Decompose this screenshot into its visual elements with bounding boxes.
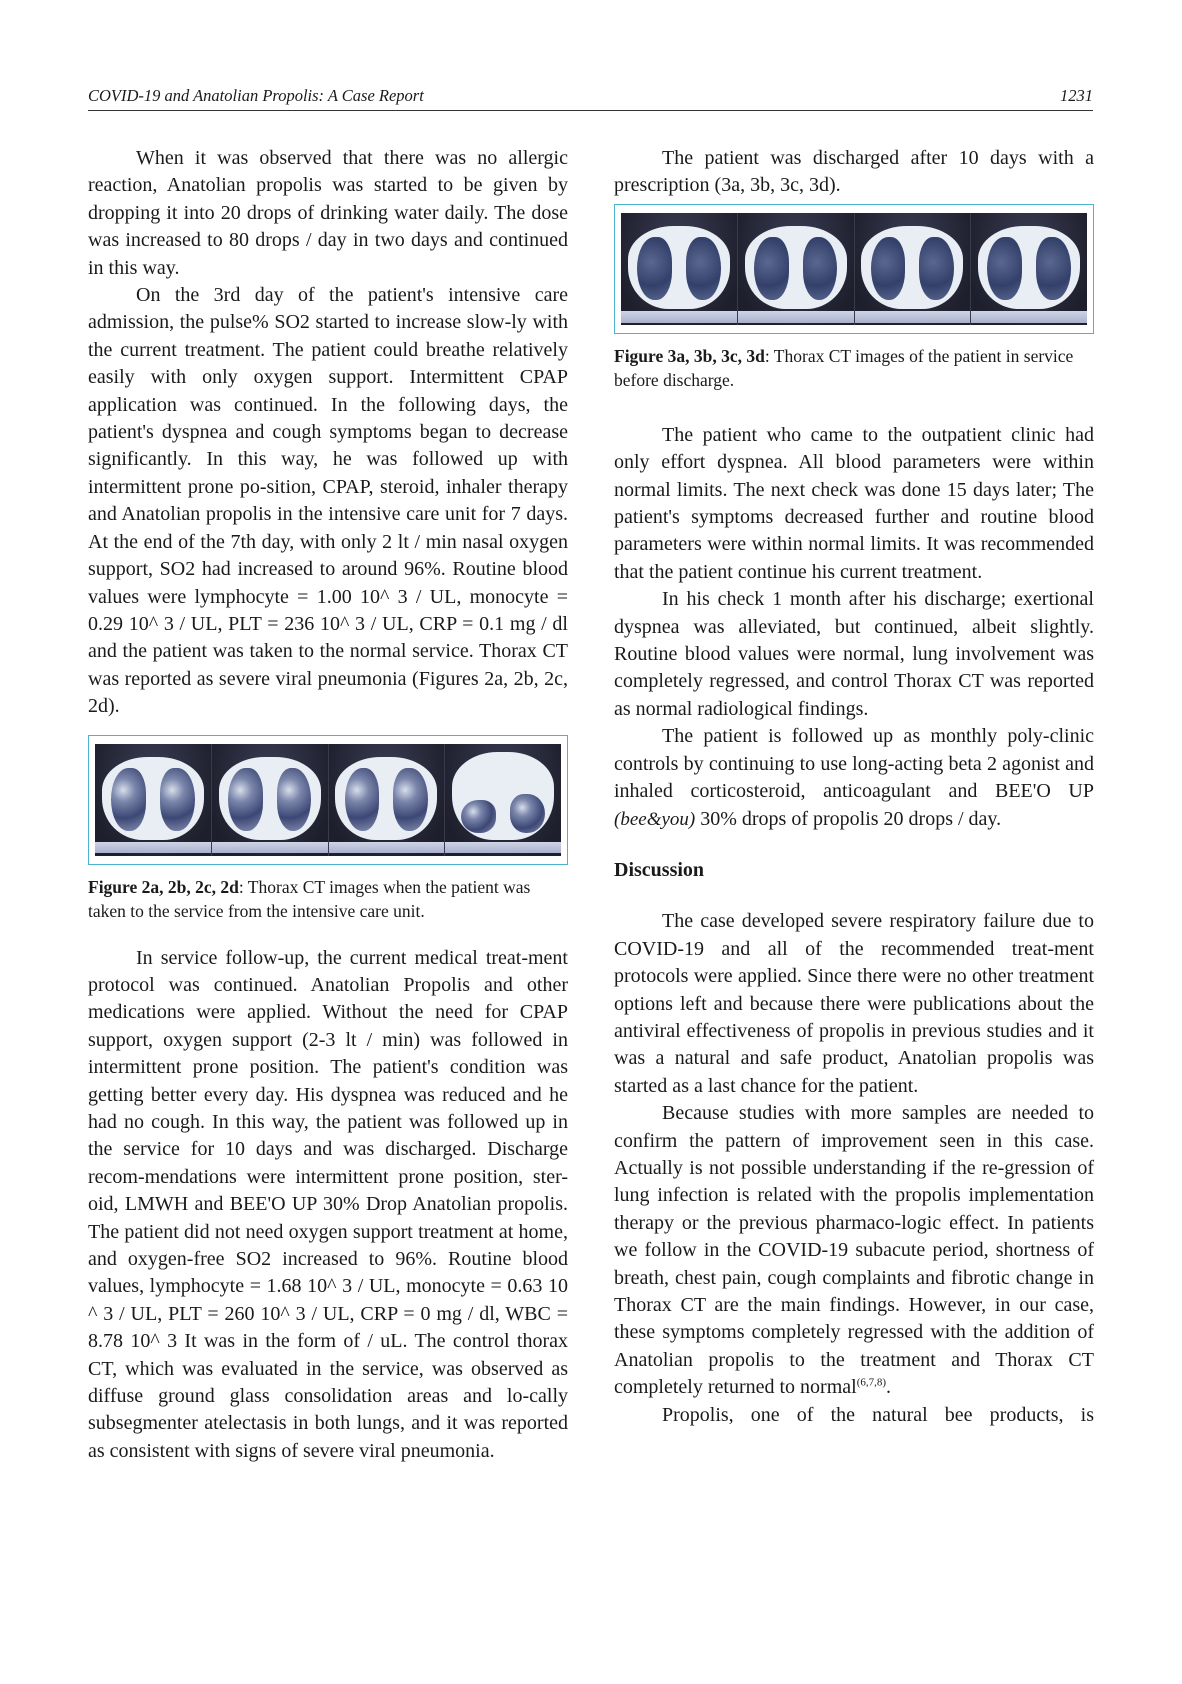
paragraph: The patient was discharged after 10 days with a prescription (3a, 3b, 3c, 3d). xyxy=(614,147,1094,197)
paragraph: Propolis, one of the natural bee products, is xyxy=(662,1403,1094,1426)
text-run: Because studies with more samples are needed to confirm the pattern of improvement seen in this case. Actually is not possible understanding if the re-gression of lung infection is related with the propolis implementation therapy or the previous pharmaco-logic effect. In patients we follow in the COVID-19 subacute period, shortness of breath, chest pain, cough complaints and fibrotic change in Thorax CT are the main findings. However, in our case, these symptoms completely regressed with the addition of Anatolian propolis to the treatment and Thorax CT completely returned to normal xyxy=(614,1102,1094,1399)
paragraph xyxy=(614,723,1094,833)
ct-image-strip xyxy=(95,744,561,856)
brand-note: (bee&you) xyxy=(614,808,696,830)
ct-image-3b xyxy=(738,213,855,325)
paragraph: On the 3rd day of the patient's intensive care admission, the pulse% SO2 started to increase slow-ly with the current treatment. The patient could breathe relatively easily with only oxygen support. Intermittent CPAP application was continued. In the following days, the patient's dyspnea and cough symptoms began to decrease significantly. In this way, he was followed up with intermittent prone po-sition, CPAP, steroid, inhaler therapy and Anatolian propolis in the intensive care unit for 7 days. At the end of the 7th day, with only 2 lt / min nasal oxygen support, SO2 had increased to around 96%. Routine blood values were lymphocyte = 1.00 10^ 3 / UL, monocyte = 0.29 10^ 3 / UL, PLT = 236 10^ 3 / UL, CRP = 0.1 mg / dl and the patient was taken to the normal service. Thorax CT was reported as severe viral pneumonia (Figures 2a, 2b, 2c, 2d). xyxy=(88,284,568,718)
figure-2-caption xyxy=(88,875,568,923)
paragraph xyxy=(614,1100,1094,1401)
ct-image-2c xyxy=(329,744,446,856)
page-number: 1231 xyxy=(1060,86,1093,105)
section-heading-discussion: Discussion xyxy=(614,858,705,881)
figure-3-label: Figure 3a, 3b, 3c, 3d xyxy=(614,345,765,366)
paragraph: In service follow-up, the current medical treat-ment protocol was continued. Anatolian Propolis and other medications were applied. Without the need for CPAP support, oxygen support (2-3 lt / min) was followed in intermittent prone position. The patient's condition was getting better every day. His dyspnea was reduced and he had no cough. In this way, the patient was followed up in the service for 10 days and was discharged. Discharge recom-mendations were intermittent prone position, ster-oid, LMWH and BEE'O UP 30% Drop Anatolian propolis. The patient did not need oxygen support treatment at home, and oxygen-free SO2 increased to 96%. Routine blood values, lymphocyte = 1.68 10^ 3 / UL, monocyte = 0.63 10 ^ 3 / UL, PLT = 260 10^ 3 / UL, CRP = 0 mg / dl, WBC = 8.78 10^ 3 It was in the form of / uL. The control thorax CT, which was evaluated in the service, was observed as diffuse ground glass consolidation areas and lo-cally subsegmenter atelectasis in both lungs, and it was reported as consistent with signs of severe viral pneumonia. xyxy=(88,946,568,1462)
running-header xyxy=(88,84,1093,111)
text-run: 30% drops of propolis 20 drops / day. xyxy=(695,807,1002,830)
citation: (6,7,8) xyxy=(856,1376,887,1389)
right-column xyxy=(614,145,1094,1429)
running-title: COVID-19 and Anatolian Propolis: A Case Report xyxy=(88,86,424,105)
text-run: The patient is followed up as monthly poly-clinic controls by continuing to use long-acting beta 2 agonist and inhaled corticosteroid, anticoagulant and BEE'O UP xyxy=(614,725,1094,803)
figure-2-caption-text: : Thorax CT images when the patient was taken to the service from the intensive care unit. xyxy=(88,876,531,921)
figure-2-label: Figure 2a, 2b, 2c, 2d xyxy=(88,876,239,897)
paragraph: The patient who came to the outpatient clinic had only effort dyspnea. All blood parameters were within normal limits. The next check was done 15 days later; The patient's symptoms decreased further and routine blood parameters were within normal limits. It was recommended that the patient continue his current treatment. xyxy=(614,423,1094,583)
figure-3 xyxy=(614,204,1094,334)
figure-3-caption xyxy=(614,344,1094,392)
paragraph: When it was observed that there was no allergic reaction, Anatolian propolis was started to be given by dropping it into 20 drops of drinking water daily. The dose was increased to 80 drops / day in two days and continued in this way. xyxy=(88,147,568,279)
figure-2 xyxy=(88,735,568,865)
left-column xyxy=(88,145,568,1465)
ct-image-2d xyxy=(445,744,561,856)
text-run: . xyxy=(886,1376,892,1399)
ct-image-strip xyxy=(621,213,1087,325)
paragraph: In his check 1 month after his discharge; exertional dyspnea was alleviated, but continued, albeit slightly. Routine blood values were normal, lung involvement was completely regressed, and control Thorax CT was reported as normal radiological findings. xyxy=(614,588,1094,720)
ct-image-3d xyxy=(971,213,1087,325)
figure-3-caption-text: : Thorax CT images of the patient in service before discharge. xyxy=(614,345,1074,390)
paragraph: The case developed severe respiratory failure due to COVID-19 and all of the recommended treat-ment protocols were applied. Since there were no other treatment options left and because there were publications about the antiviral effectiveness of propolis in previous studies and it was a natural and safe product, Anatolian propolis was started as a last chance for the patient. xyxy=(614,910,1094,1097)
ct-image-2b xyxy=(212,744,329,856)
ct-image-2a xyxy=(95,744,212,856)
ct-image-3c xyxy=(855,213,972,325)
ct-image-3a xyxy=(621,213,738,325)
